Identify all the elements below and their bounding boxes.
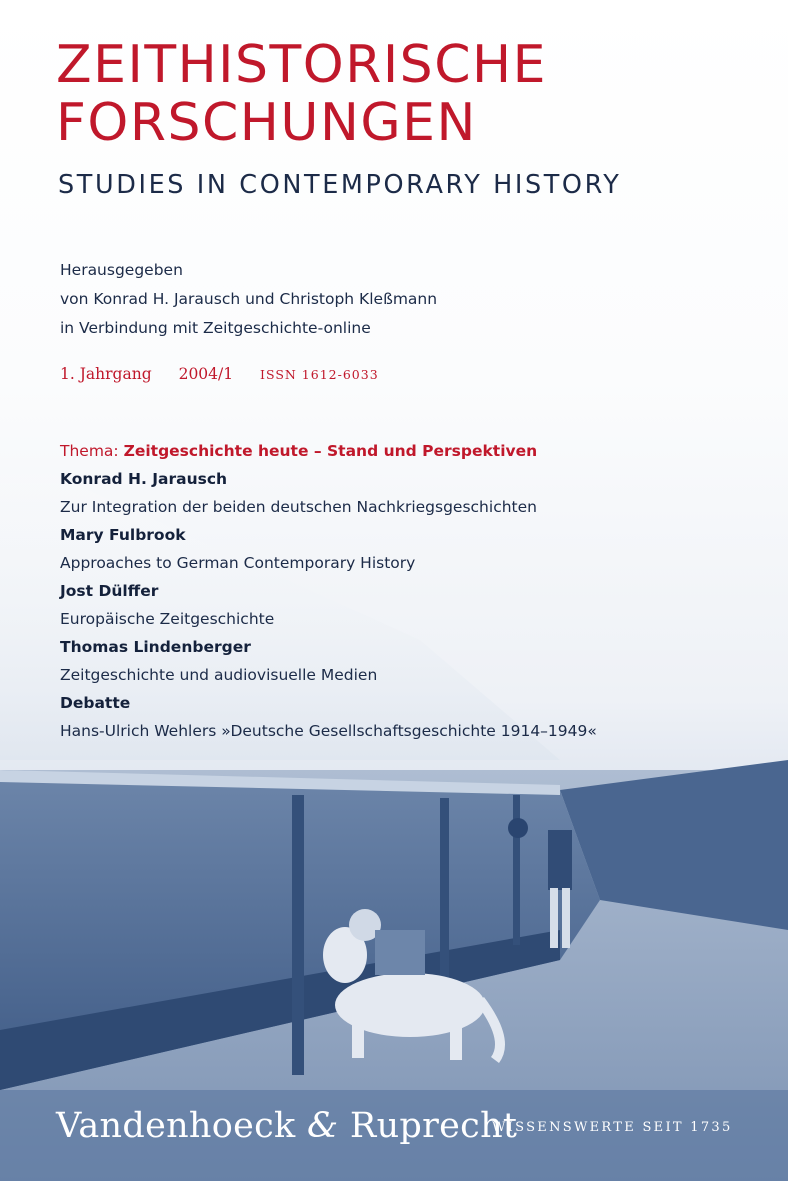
issue-volume: 1. Jahrgang xyxy=(60,365,152,383)
editors-block xyxy=(60,256,437,343)
issue-issn: ISSN 1612-6033 xyxy=(260,367,379,382)
contents-article-title: Zur Integration der beiden deutschen Nachkriegsgeschichten xyxy=(60,498,537,516)
contents-article-title: Approaches to German Contemporary History xyxy=(60,554,416,572)
editors-line: Herausgegeben xyxy=(60,261,183,279)
journal-title-line2: FORSCHUNGEN xyxy=(56,93,477,153)
issue-info xyxy=(60,365,379,383)
contents-author: Thomas Lindenberger xyxy=(60,638,251,656)
editors-line: von Konrad H. Jarausch und Christoph Kleßmann xyxy=(60,290,438,308)
contents-author: Konrad H. Jarausch xyxy=(60,470,228,488)
editors-line: in Verbindung mit Zeitgeschichte-online xyxy=(60,319,371,337)
theme-title: Zeitgeschichte heute – Stand und Perspektiven xyxy=(123,442,538,460)
theme-heading xyxy=(60,437,597,465)
journal-subtitle: STUDIES IN CONTEMPORARY HISTORY xyxy=(58,170,622,200)
publisher-name-part2: Ruprecht xyxy=(349,1106,518,1146)
publisher-slogan: WISSENSWERTE SEIT 1735 xyxy=(492,1120,733,1135)
journal-title xyxy=(56,36,547,152)
journal-title-line1: ZEITHISTORISCHE xyxy=(56,35,547,95)
table-of-contents xyxy=(60,437,597,745)
theme-prefix: Thema: xyxy=(60,442,119,460)
publisher-name-part1: Vandenhoeck xyxy=(56,1106,296,1146)
contents-article-title: Hans-Ulrich Wehlers »Deutsche Gesellschaftsgeschichte 1914–1949« xyxy=(60,722,597,740)
contents-section: Debatte xyxy=(60,694,131,712)
publisher-logo xyxy=(56,1106,517,1146)
issue-number: 2004/1 xyxy=(178,365,234,383)
contents-author: Mary Fulbrook xyxy=(60,526,186,544)
contents-article-title: Europäische Zeitgeschichte xyxy=(60,610,275,628)
contents-author: Jost Dülffer xyxy=(60,582,159,600)
publisher-ampersand: & xyxy=(307,1106,339,1146)
contents-article-title: Zeitgeschichte und audiovisuelle Medien xyxy=(60,666,378,684)
